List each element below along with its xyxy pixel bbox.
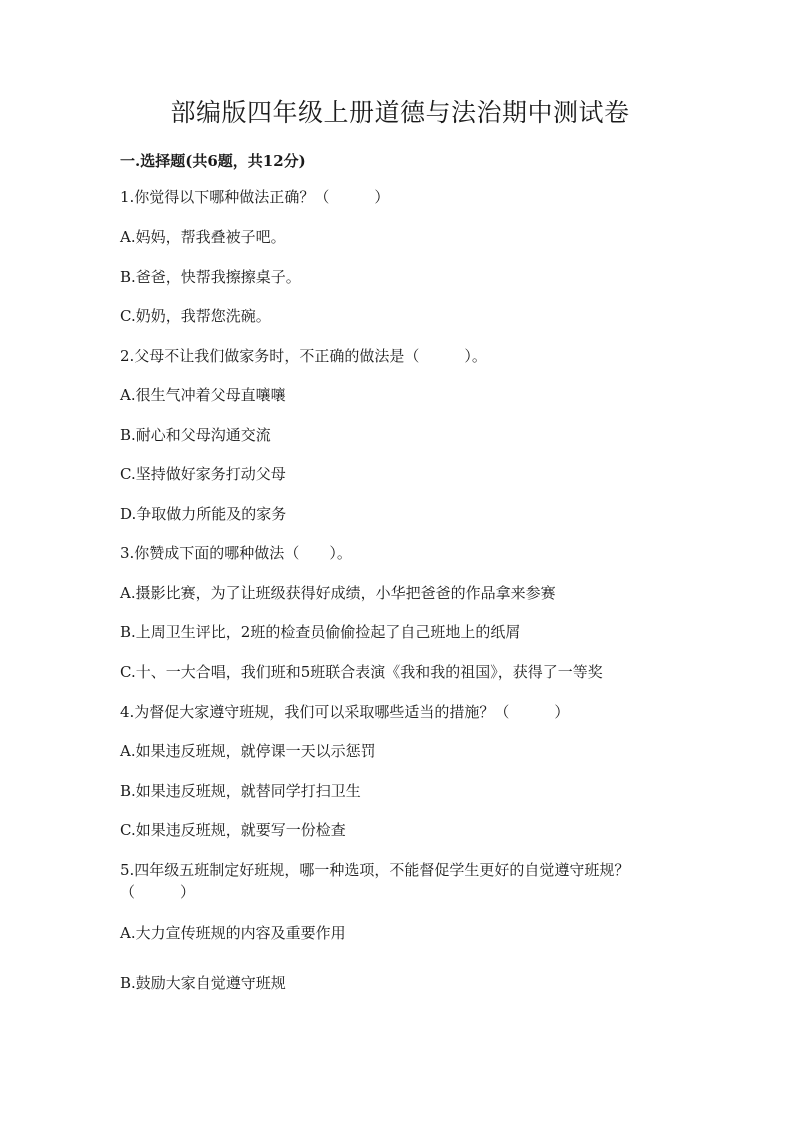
question-3-stem: 3.你赞成下面的哪种做法（ ）。 bbox=[120, 544, 352, 562]
question-2-stem: 2.父母不让我们做家务时，不正确的做法是（ ）。 bbox=[120, 347, 487, 365]
question-3-option-b: B.上周卫生评比，2班的检查员偷偷捡起了自己班地上的纸屑 bbox=[120, 623, 521, 641]
question-4-option-b: B.如果违反班规，就替同学打扫卫生 bbox=[120, 782, 361, 800]
question-2-option-b: B.耐心和父母沟通交流 bbox=[120, 426, 271, 444]
question-4-option-c: C.如果违反班规，就要写一份检查 bbox=[120, 821, 346, 839]
question-5-option-b: B.鼓励大家自觉遵守班规 bbox=[120, 974, 286, 992]
question-1-option-b: B.爸爸，快帮我擦擦桌子。 bbox=[120, 268, 301, 286]
question-1-stem: 1.你觉得以下哪种做法正确？（ ） bbox=[120, 188, 390, 206]
question-1-option-c: C.奶奶，我帮您洗碗。 bbox=[120, 307, 271, 325]
question-1-option-a: A.妈妈，帮我叠被子吧。 bbox=[120, 228, 286, 246]
question-2-option-d: D.争取做力所能及的家务 bbox=[120, 505, 287, 523]
page-title: 部编版四年级上册道德与法治期中测试卷 bbox=[170, 98, 630, 127]
question-3-option-a: A.摄影比赛，为了让班级获得好成绩，小华把爸爸的作品拿来参赛 bbox=[120, 584, 556, 602]
question-2-option-c: C.坚持做好家务打动父母 bbox=[120, 465, 286, 483]
question-4-stem: 4.为督促大家遵守班规，我们可以采取哪些适当的措施？（ ） bbox=[120, 703, 570, 721]
question-2-option-a: A.很生气冲着父母直嚷嚷 bbox=[120, 386, 286, 404]
section-heading: 一.选择题(共6题，共12分) bbox=[120, 152, 306, 170]
question-5-stem: 5.四年级五班制定好班规，哪一种选项，不能督促学生更好的自觉遵守班规？（ ） bbox=[120, 861, 630, 901]
question-3-option-c: C.十、一大合唱，我们班和5班联合表演《我和我的祖国》，获得了一等奖 bbox=[120, 663, 603, 681]
question-5-option-a: A.大力宣传班规的内容及重要作用 bbox=[120, 924, 346, 942]
question-4-option-a: A.如果违反班规，就停课一天以示惩罚 bbox=[120, 742, 376, 760]
